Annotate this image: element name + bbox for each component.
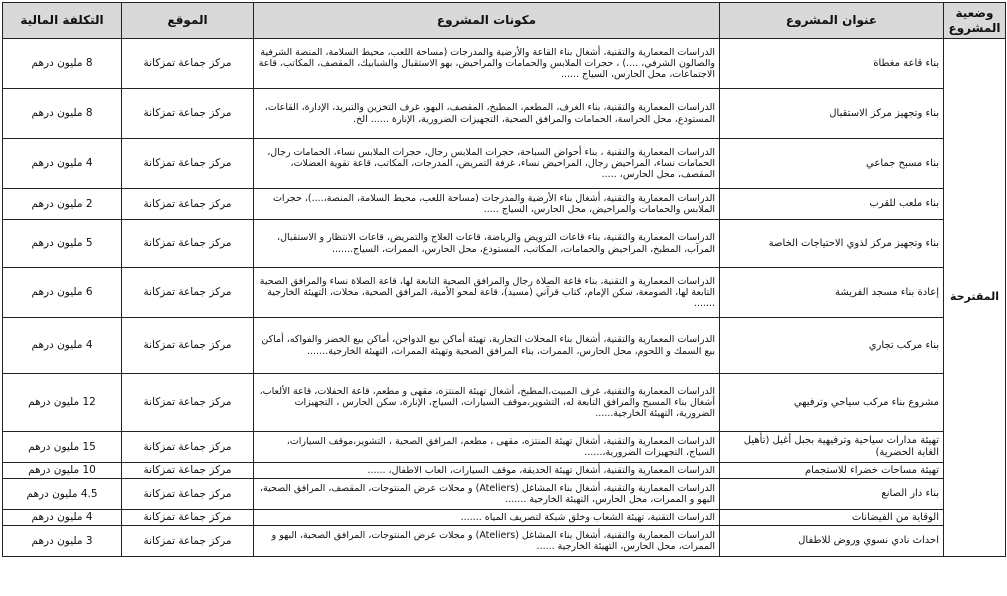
project-cost: 4.5 مليون درهم [3, 479, 122, 510]
project-components: الدراسات المعمارية والتقنية، أشغال بناء القاعة والأرضية والمدرجات (مساحة اللعب، محيط السلامة، المنصة الشرفية والصالون الشرفي، ....) ، حجرات الملابس والحمامات والمراحيض، بهو الاستقبال والشبابيك، المقصف، المكاتب، قاعة الاجتماعات، محل الحارس، السياج ...... [254, 39, 720, 89]
project-title: بناء وتجهيز مركز لذوي الاحتياجات الخاصة [720, 220, 944, 268]
project-title: احداث نادي نسوي وروض للاطفال [720, 526, 944, 557]
header-title: عنوان المشروع [720, 3, 944, 39]
project-location: مركز جماعة تمزكانة [122, 432, 254, 463]
project-components: الدراسات المعمارية والتقنية، بناء الغرف، المطعم، المطبخ، المقصف، البهو، غرف التخزين والتبريد، الإدارة، القاعات، المستودع، محل الحراسة، الحمامات والمرافق الصحية، التجهيزات الضرورية، الإنارة ...... الخ. [254, 89, 720, 139]
status-cell: المقترحة [944, 39, 1006, 557]
project-components: الدراسات المعمارية والتقنية، أشغال بناء المشاغل (Ateliers) و محلات عرض المنتوجات، المقصف، المرافق الصحية، البهو و الممرات، محل الحارس، التهيئة الخارجية ....... [254, 479, 720, 510]
project-components: الدراسات المعمارية والتقنية، بناء قاعات الترويض والرياضة، قاعات العلاج والتمريض، قاعات الانتظار و الاستقبال، المرآب، المطبخ، المراحيض والحمامات، المكاتب، المستودع، محل الحارس، الممرات، السياج....... [254, 220, 720, 268]
table-row [3, 220, 1006, 268]
project-components: الدراسات المعمارية والتقنية ، بناء أحواض السباحة، حجرات الملابس رجال، حجرات الملابس نساء، الحمامات رجال، الحمامات نساء، المراحيض رجال، المراحيض نساء، غرفة التمريض، المدرجات، المكاتب، قاعة تقوية العضلات، المقصف، محل الحارس، ..... [254, 139, 720, 189]
project-location: مركز جماعة تمزكانة [122, 268, 254, 318]
table-row [3, 39, 1006, 89]
project-cost: 12 مليون درهم [3, 374, 122, 432]
project-title: بناء مسبح جماعي [720, 139, 944, 189]
project-location: مركز جماعة تمزكانة [122, 39, 254, 89]
project-cost: 8 مليون درهم [3, 89, 122, 139]
project-cost: 8 مليون درهم [3, 39, 122, 89]
project-location: مركز جماعة تمزكانة [122, 510, 254, 526]
project-components: الدراسات المعمارية والتقنية، أشغال بناء المحلات التجارية، تهيئة أماكن بيع الدواجن، أماكن بيع الخضر والفواكه، أماكن بيع السمك و اللحوم، محل الحارس، الممرات، بناء المرافق الصحية وتهيئة الممرات، التهيئة الخارجية....... [254, 318, 720, 374]
project-location: مركز جماعة تمزكانة [122, 479, 254, 510]
project-location: مركز جماعة تمزكانة [122, 89, 254, 139]
table-row [3, 374, 1006, 432]
project-cost: 5 مليون درهم [3, 220, 122, 268]
project-cost: 4 مليون درهم [3, 318, 122, 374]
project-components: الدراسات المعمارية والتقنية، غرف المبيت،المطبخ، أشغال تهيئة المنتزه، مقهى و مطعم، قاعة الحفلات، قاعة الألعاب، أشغال بناء المسبح والمرافق التابعة له، التشوير،موقف السيارات، السياج، الإنارة، سكن الحارس ، التجهيزات الضرورية، التهيئة الخارجية...... [254, 374, 720, 432]
header-cost: التكلفة المالية [3, 3, 122, 39]
table-row [3, 139, 1006, 189]
project-components: الدراسات التقنية، تهيئة الشعاب وخلق شبكة لتصريف المياه ....... [254, 510, 720, 526]
project-cost: 4 مليون درهم [3, 510, 122, 526]
header-components: مكونات المشروع [254, 3, 720, 39]
project-location: مركز جماعة تمزكانة [122, 374, 254, 432]
project-title: تهيئة مساحات خضراء للاستجمام [720, 463, 944, 479]
project-location: مركز جماعة تمزكانة [122, 139, 254, 189]
project-location: مركز جماعة تمزكانة [122, 220, 254, 268]
table-row [3, 510, 1006, 526]
project-title: بناء ملعب للقرب [720, 189, 944, 220]
project-cost: 15 مليون درهم [3, 432, 122, 463]
project-cost: 6 مليون درهم [3, 268, 122, 318]
project-title: بناء وتجهيز مركز الاستقبال [720, 89, 944, 139]
project-cost: 10 مليون درهم [3, 463, 122, 479]
header-status: وضعية المشروع [944, 3, 1006, 39]
project-components: الدراسات المعمارية و التقنية، بناء قاعة الصلاة رجال والمرافق الصحية التابعة لها، قاعة الصلاة نساء والمرافق الصحية التابعة لها، الصومعة، سكن الإمام، كتاب قرآني (مسيد)، قاعة لمحو الأمية، المرافق الصحية، محلات، التهيئة الخارجية ....... [254, 268, 720, 318]
table-row [3, 89, 1006, 139]
project-location: مركز جماعة تمزكانة [122, 526, 254, 557]
table-row [3, 463, 1006, 479]
header-row [3, 3, 1006, 39]
table-row [3, 318, 1006, 374]
project-location: مركز جماعة تمزكانة [122, 189, 254, 220]
project-location: مركز جماعة تمزكانة [122, 318, 254, 374]
table-row [3, 268, 1006, 318]
project-location: مركز جماعة تمزكانة [122, 463, 254, 479]
project-title: بناء دار الصانع [720, 479, 944, 510]
project-title: تهيئة مدارات سياحية وترفيهية بجبل أغيل (تأهيل الغابة الحضرية) [720, 432, 944, 463]
project-components: الدراسات المعمارية والتقنية، أشغال تهيئة الحديقة، موقف السيارات، العاب الاطفال، ...... [254, 463, 720, 479]
project-title: الوقاية من الفيضانات [720, 510, 944, 526]
table-row [3, 526, 1006, 557]
project-cost: 3 مليون درهم [3, 526, 122, 557]
project-title: بناء مركب تجاري [720, 318, 944, 374]
project-title: بناء قاعة مغطاة [720, 39, 944, 89]
project-title: إعادة بناء مسجد الفريشة [720, 268, 944, 318]
table-row [3, 432, 1006, 463]
project-components: الدراسات المعمارية والتقنية، أشغال تهيئة المنتزه، مقهى ، مطعم، المرافق الصحية ، التشوير،موقف السيارات، السياج، التجهيزات الضرورية،...... [254, 432, 720, 463]
project-cost: 4 مليون درهم [3, 139, 122, 189]
project-components: الدراسات المعمارية والتقنية، أشغال بناء المشاغل (Ateliers) و محلات عرض المنتوجات، المرافق الصحية، البهو و الممرات، محل الحارس، التهيئة الخارجية ...... [254, 526, 720, 557]
projects-table [2, 2, 1006, 557]
table-row [3, 189, 1006, 220]
project-components: الدراسات المعمارية والتقنية، أشغال بناء الأرضية والمدرجات (مساحة اللعب، محيط السلامة، المنصة،....)، حجرات الملابس والحمامات والمراحيض، محل الحارس، السياج ..... [254, 189, 720, 220]
header-location: الموقع [122, 3, 254, 39]
project-title: مشروع بناء مركب سياحي وترفيهي [720, 374, 944, 432]
table-row [3, 479, 1006, 510]
project-cost: 2 مليون درهم [3, 189, 122, 220]
